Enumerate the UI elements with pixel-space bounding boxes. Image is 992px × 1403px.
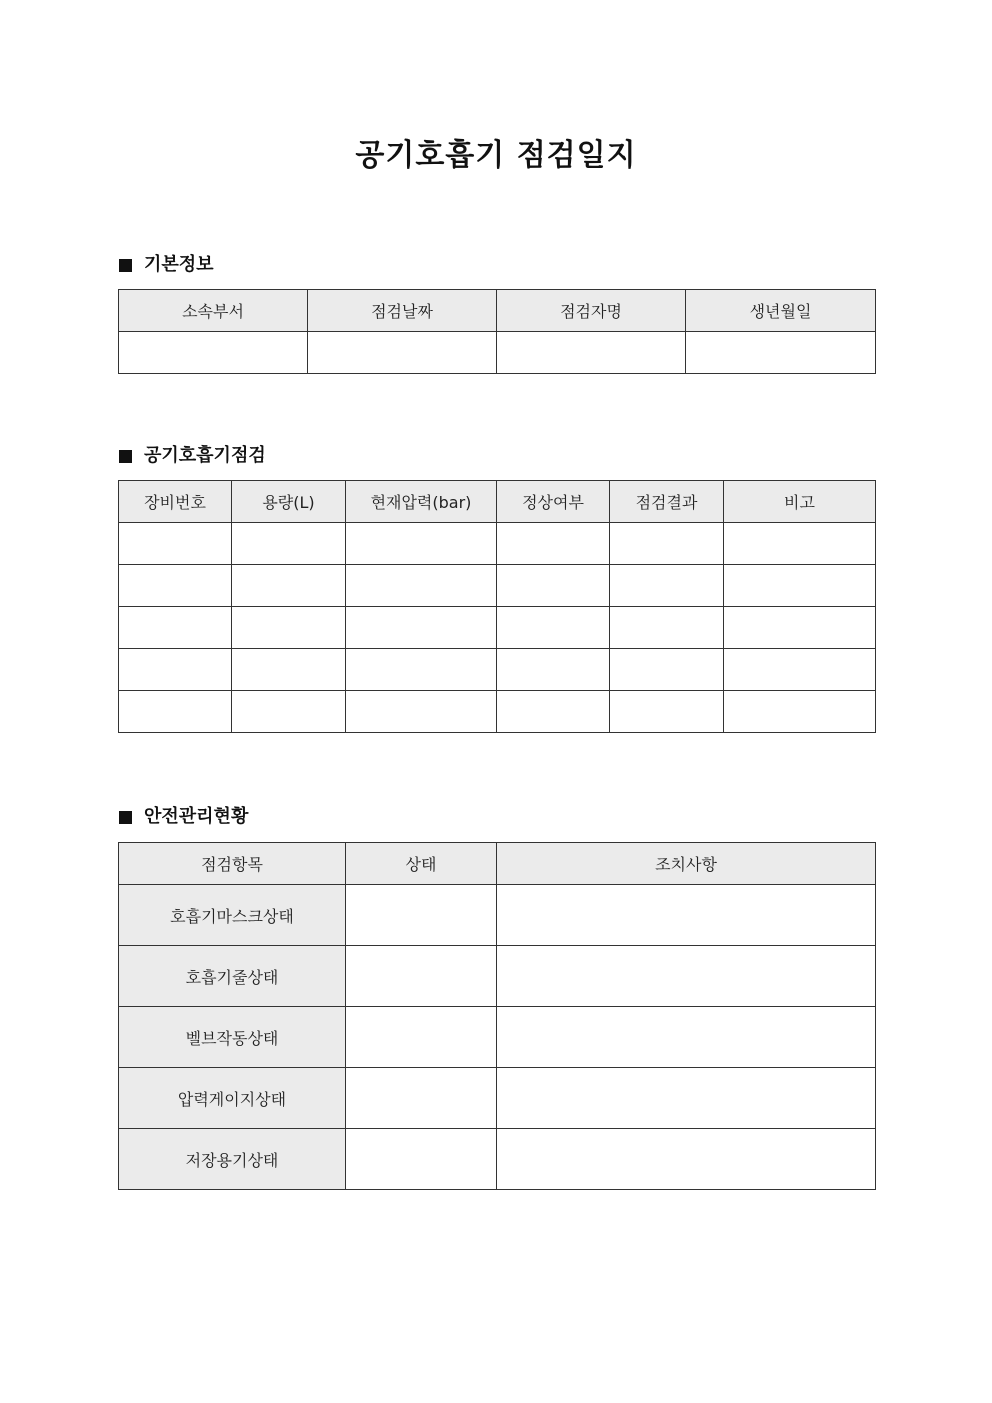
current-pressure-field[interactable]	[346, 565, 497, 607]
table-row	[119, 649, 876, 691]
inspection-result-field[interactable]	[610, 523, 724, 565]
table-row	[119, 1068, 876, 1129]
square-bullet-icon	[119, 811, 132, 824]
column-header-equipment-number: 장비번호	[119, 481, 232, 523]
remarks-field[interactable]	[724, 649, 876, 691]
status-field[interactable]	[346, 1007, 497, 1068]
status-field[interactable]	[346, 1129, 497, 1190]
row-label-cylinder-status: 저장용기상태	[119, 1129, 346, 1190]
square-bullet-icon	[119, 450, 132, 463]
table-row	[119, 607, 876, 649]
section-heading-inspection	[119, 444, 266, 468]
table-row	[119, 523, 876, 565]
capacity-field[interactable]	[232, 607, 346, 649]
capacity-field[interactable]	[232, 565, 346, 607]
section-heading-basic-info	[119, 253, 214, 277]
document-title: 공기호흡기 점검일지	[355, 138, 637, 173]
row-label-hose-status: 호흡기줄상태	[119, 946, 346, 1007]
basic-info-table	[118, 289, 876, 374]
birth-date-field[interactable]	[686, 332, 876, 374]
action-field[interactable]	[497, 1007, 876, 1068]
equipment-number-field[interactable]	[119, 691, 232, 733]
table-row	[119, 1129, 876, 1190]
column-header-current-pressure: 현재압력(bar)	[346, 481, 497, 523]
inspection-result-field[interactable]	[610, 607, 724, 649]
action-field[interactable]	[497, 946, 876, 1007]
column-header-inspection-result: 점검결과	[610, 481, 724, 523]
table-row	[119, 1007, 876, 1068]
column-header-normal-status: 정상여부	[497, 481, 610, 523]
capacity-field[interactable]	[232, 691, 346, 733]
column-header-department: 소속부서	[119, 290, 308, 332]
status-field[interactable]	[346, 946, 497, 1007]
table-row	[119, 946, 876, 1007]
column-header-check-item: 점검항목	[119, 843, 346, 885]
remarks-field[interactable]	[724, 607, 876, 649]
normal-status-field[interactable]	[497, 649, 610, 691]
current-pressure-field[interactable]	[346, 691, 497, 733]
section-heading-label: 기본정보	[144, 254, 214, 275]
status-field[interactable]	[346, 1068, 497, 1129]
column-header-inspection-date: 점검날짜	[308, 290, 497, 332]
normal-status-field[interactable]	[497, 565, 610, 607]
action-field[interactable]	[497, 885, 876, 946]
current-pressure-field[interactable]	[346, 607, 497, 649]
inspection-table	[118, 480, 876, 733]
capacity-field[interactable]	[232, 523, 346, 565]
table-row	[119, 565, 876, 607]
inspection-result-field[interactable]	[610, 691, 724, 733]
row-label-valve-status: 벨브작동상태	[119, 1007, 346, 1068]
normal-status-field[interactable]	[497, 607, 610, 649]
equipment-number-field[interactable]	[119, 607, 232, 649]
equipment-number-field[interactable]	[119, 649, 232, 691]
action-field[interactable]	[497, 1068, 876, 1129]
action-field[interactable]	[497, 1129, 876, 1190]
square-bullet-icon	[119, 259, 132, 272]
department-field[interactable]	[119, 332, 308, 374]
column-header-birth-date: 생년월일	[686, 290, 876, 332]
table-row	[119, 885, 876, 946]
column-header-remarks: 비고	[724, 481, 876, 523]
equipment-number-field[interactable]	[119, 523, 232, 565]
section-heading-label: 안전관리현황	[144, 806, 249, 827]
inspection-date-field[interactable]	[308, 332, 497, 374]
row-label-gauge-status: 압력게이지상태	[119, 1068, 346, 1129]
current-pressure-field[interactable]	[346, 523, 497, 565]
column-header-action: 조치사항	[497, 843, 876, 885]
remarks-field[interactable]	[724, 691, 876, 733]
column-header-inspector-name: 점검자명	[497, 290, 686, 332]
remarks-field[interactable]	[724, 523, 876, 565]
remarks-field[interactable]	[724, 565, 876, 607]
table-row	[119, 691, 876, 733]
column-header-status: 상태	[346, 843, 497, 885]
normal-status-field[interactable]	[497, 523, 610, 565]
section-heading-safety	[119, 805, 248, 829]
row-label-mask-status: 호흡기마스크상태	[119, 885, 346, 946]
normal-status-field[interactable]	[497, 691, 610, 733]
current-pressure-field[interactable]	[346, 649, 497, 691]
inspector-name-field[interactable]	[497, 332, 686, 374]
inspection-result-field[interactable]	[610, 649, 724, 691]
column-header-capacity: 용량(L)	[232, 481, 346, 523]
equipment-number-field[interactable]	[119, 565, 232, 607]
status-field[interactable]	[346, 885, 497, 946]
safety-table	[118, 842, 876, 1190]
inspection-result-field[interactable]	[610, 565, 724, 607]
section-heading-label: 공기호흡기점검	[144, 445, 266, 466]
capacity-field[interactable]	[232, 649, 346, 691]
